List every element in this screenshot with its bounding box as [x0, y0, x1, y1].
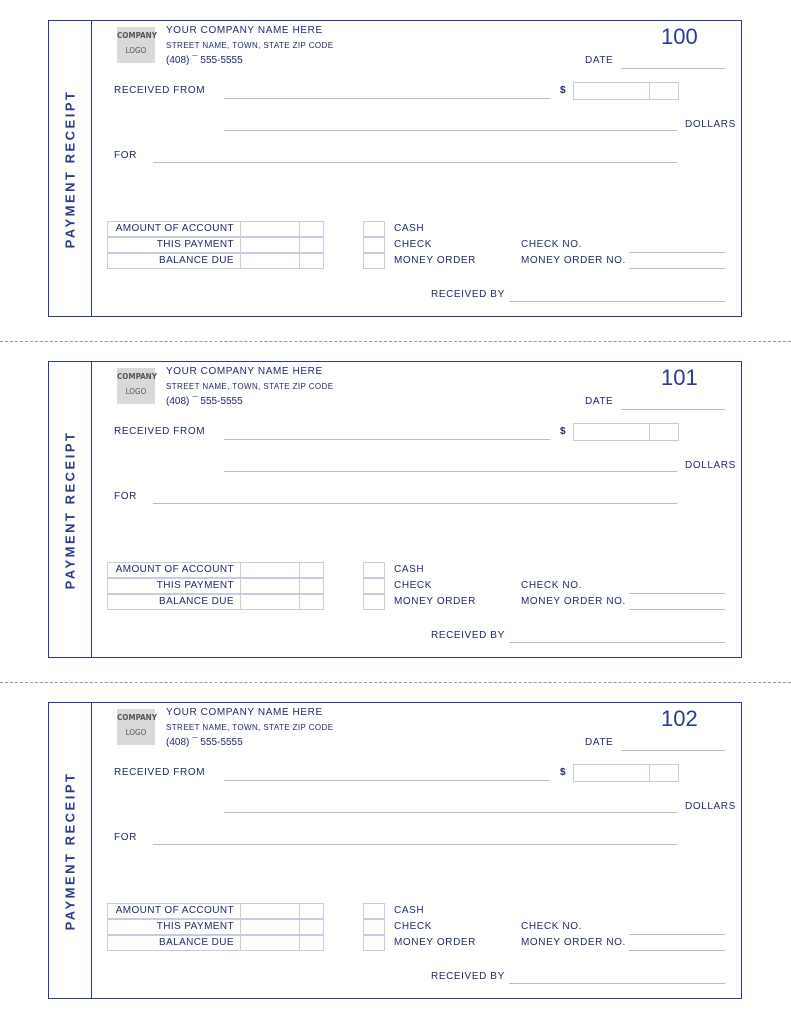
- this-payment-label: THIS PAYMENT: [107, 237, 241, 253]
- amount-of-account-field[interactable]: [240, 903, 300, 919]
- money-order-checkbox[interactable]: [363, 594, 385, 610]
- check-no-field[interactable]: [629, 593, 725, 594]
- cash-checkbox[interactable]: [363, 221, 385, 237]
- amount-of-account-field[interactable]: [240, 562, 300, 578]
- date-field[interactable]: [621, 750, 725, 751]
- for-label: FOR: [114, 832, 137, 843]
- account-table: [107, 903, 324, 951]
- check-no-field[interactable]: [629, 252, 725, 253]
- this-payment-label: THIS PAYMENT: [107, 578, 241, 594]
- balance-due-label: BALANCE DUE: [107, 935, 241, 951]
- check-no-label: CHECK NO.: [521, 580, 582, 591]
- received-from-field[interactable]: [224, 439, 550, 440]
- date-label: DATE: [585, 396, 614, 407]
- receipt-side-strip: [49, 703, 92, 998]
- receipt-number: 101: [661, 365, 698, 390]
- money-order-checkbox[interactable]: [363, 253, 385, 269]
- company-address: STREET NAME, TOWN, STATE ZIP CODE: [166, 723, 334, 732]
- money-order-label: MONEY ORDER: [394, 937, 476, 948]
- received-from-label: RECEIVED FROM: [114, 426, 206, 437]
- cash-label: CASH: [394, 564, 425, 575]
- this-payment-field[interactable]: [240, 578, 300, 594]
- currency-symbol: $: [560, 767, 567, 778]
- table-row: [107, 919, 324, 935]
- balance-due-field[interactable]: [240, 594, 300, 610]
- this-payment-label: THIS PAYMENT: [107, 919, 241, 935]
- this-payment-cents[interactable]: [299, 578, 324, 594]
- received-by-field[interactable]: [509, 642, 725, 643]
- logo-text-company: COMPANY: [117, 713, 157, 722]
- date-field[interactable]: [621, 409, 725, 410]
- received-from-label: RECEIVED FROM: [114, 85, 206, 96]
- check-label: CHECK: [394, 239, 433, 250]
- amount-of-account-cents[interactable]: [299, 221, 324, 237]
- amount-cents-box[interactable]: [649, 423, 679, 441]
- date-label: DATE: [585, 55, 614, 66]
- table-row: [107, 221, 324, 237]
- for-label: FOR: [114, 491, 137, 502]
- balance-due-cents[interactable]: [299, 935, 324, 951]
- payment-receipt-101: [48, 361, 742, 658]
- for-field[interactable]: [153, 162, 677, 163]
- table-row: [107, 562, 324, 578]
- amount-cents-box[interactable]: [649, 764, 679, 782]
- logo-text-logo: LOGO: [125, 386, 147, 396]
- balance-due-cents[interactable]: [299, 594, 324, 610]
- amount-of-account-field[interactable]: [240, 221, 300, 237]
- money-order-label: MONEY ORDER: [394, 596, 476, 607]
- company-address: STREET NAME, TOWN, STATE ZIP CODE: [166, 382, 334, 391]
- amount-of-account-cents[interactable]: [299, 562, 324, 578]
- table-row: [107, 237, 324, 253]
- money-order-checkbox[interactable]: [363, 935, 385, 951]
- balance-due-label: BALANCE DUE: [107, 253, 241, 269]
- check-checkbox[interactable]: [363, 578, 385, 594]
- currency-symbol: $: [560, 85, 567, 96]
- balance-due-field[interactable]: [240, 935, 300, 951]
- money-order-no-label: MONEY ORDER NO.: [521, 596, 626, 607]
- amount-in-words-field[interactable]: [224, 812, 677, 813]
- received-by-label: RECEIVED BY: [431, 971, 505, 982]
- company-logo-placeholder: [117, 368, 155, 404]
- cut-line: [0, 341, 791, 342]
- money-order-no-field[interactable]: [629, 950, 725, 951]
- table-row: [107, 253, 324, 269]
- received-by-label: RECEIVED BY: [431, 289, 505, 300]
- money-order-no-field[interactable]: [629, 609, 725, 610]
- for-field[interactable]: [153, 503, 677, 504]
- logo-text-company: COMPANY: [117, 372, 157, 381]
- this-payment-field[interactable]: [240, 237, 300, 253]
- amount-box[interactable]: [573, 423, 650, 441]
- check-label: CHECK: [394, 921, 433, 932]
- for-field[interactable]: [153, 844, 677, 845]
- dollars-label: DOLLARS: [685, 119, 736, 130]
- company-name: YOUR COMPANY NAME HERE: [166, 366, 323, 377]
- date-label: DATE: [585, 737, 614, 748]
- table-row: [107, 578, 324, 594]
- company-name: YOUR COMPANY NAME HERE: [166, 25, 323, 36]
- cash-label: CASH: [394, 223, 425, 234]
- currency-symbol: $: [560, 426, 567, 437]
- this-payment-cents[interactable]: [299, 237, 324, 253]
- logo-text-logo: LOGO: [125, 727, 147, 737]
- check-checkbox[interactable]: [363, 237, 385, 253]
- logo-text-company: COMPANY: [117, 31, 157, 40]
- company-phone: (408) ¯ 555-5555: [166, 55, 243, 66]
- amount-in-words-field[interactable]: [224, 130, 677, 131]
- money-order-no-label: MONEY ORDER NO.: [521, 255, 626, 266]
- received-by-label: RECEIVED BY: [431, 630, 505, 641]
- account-table: [107, 221, 324, 269]
- company-phone: (408) ¯ 555-5555: [166, 737, 243, 748]
- check-label: CHECK: [394, 580, 433, 591]
- money-order-label: MONEY ORDER: [394, 255, 476, 266]
- receipt-side-strip: [49, 362, 92, 657]
- logo-text-logo: LOGO: [125, 45, 147, 55]
- balance-due-field[interactable]: [240, 253, 300, 269]
- cut-line: [0, 682, 791, 683]
- check-no-label: CHECK NO.: [521, 239, 582, 250]
- check-no-field[interactable]: [629, 934, 725, 935]
- receipt-side-label: PAYMENT RECEIPT: [62, 771, 78, 931]
- check-no-label: CHECK NO.: [521, 921, 582, 932]
- table-row: [107, 594, 324, 610]
- check-checkbox[interactable]: [363, 919, 385, 935]
- received-by-field[interactable]: [509, 301, 725, 302]
- for-label: FOR: [114, 150, 137, 161]
- balance-due-cents[interactable]: [299, 253, 324, 269]
- balance-due-label: BALANCE DUE: [107, 594, 241, 610]
- payment-receipt-102: [48, 702, 742, 999]
- cash-label: CASH: [394, 905, 425, 916]
- receipt-side-label: PAYMENT RECEIPT: [62, 430, 78, 590]
- received-from-label: RECEIVED FROM: [114, 767, 206, 778]
- dollars-label: DOLLARS: [685, 801, 736, 812]
- amount-of-account-cents[interactable]: [299, 903, 324, 919]
- company-name: YOUR COMPANY NAME HERE: [166, 707, 323, 718]
- amount-box[interactable]: [573, 82, 650, 100]
- received-from-field[interactable]: [224, 98, 550, 99]
- payment-receipt-100: [48, 20, 742, 317]
- amount-of-account-label: AMOUNT OF ACCOUNT: [107, 903, 241, 919]
- cash-checkbox[interactable]: [363, 562, 385, 578]
- amount-cents-box[interactable]: [649, 82, 679, 100]
- dollars-label: DOLLARS: [685, 460, 736, 471]
- receipt-side-label: PAYMENT RECEIPT: [62, 89, 78, 249]
- company-address: STREET NAME, TOWN, STATE ZIP CODE: [166, 41, 334, 50]
- receipt-number: 100: [661, 24, 698, 49]
- receipt-side-strip: [49, 21, 92, 316]
- date-field[interactable]: [621, 68, 725, 69]
- company-logo-placeholder: [117, 709, 155, 745]
- receipt-number: 102: [661, 706, 698, 731]
- amount-in-words-field[interactable]: [224, 471, 677, 472]
- table-row: [107, 903, 324, 919]
- money-order-no-label: MONEY ORDER NO.: [521, 937, 626, 948]
- received-by-field[interactable]: [509, 983, 725, 984]
- amount-box[interactable]: [573, 764, 650, 782]
- amount-of-account-label: AMOUNT OF ACCOUNT: [107, 221, 241, 237]
- company-logo-placeholder: [117, 27, 155, 63]
- cash-checkbox[interactable]: [363, 903, 385, 919]
- money-order-no-field[interactable]: [629, 268, 725, 269]
- company-phone: (408) ¯ 555-5555: [166, 396, 243, 407]
- amount-of-account-label: AMOUNT OF ACCOUNT: [107, 562, 241, 578]
- this-payment-cents[interactable]: [299, 919, 324, 935]
- table-row: [107, 935, 324, 951]
- received-from-field[interactable]: [224, 780, 550, 781]
- this-payment-field[interactable]: [240, 919, 300, 935]
- account-table: [107, 562, 324, 610]
